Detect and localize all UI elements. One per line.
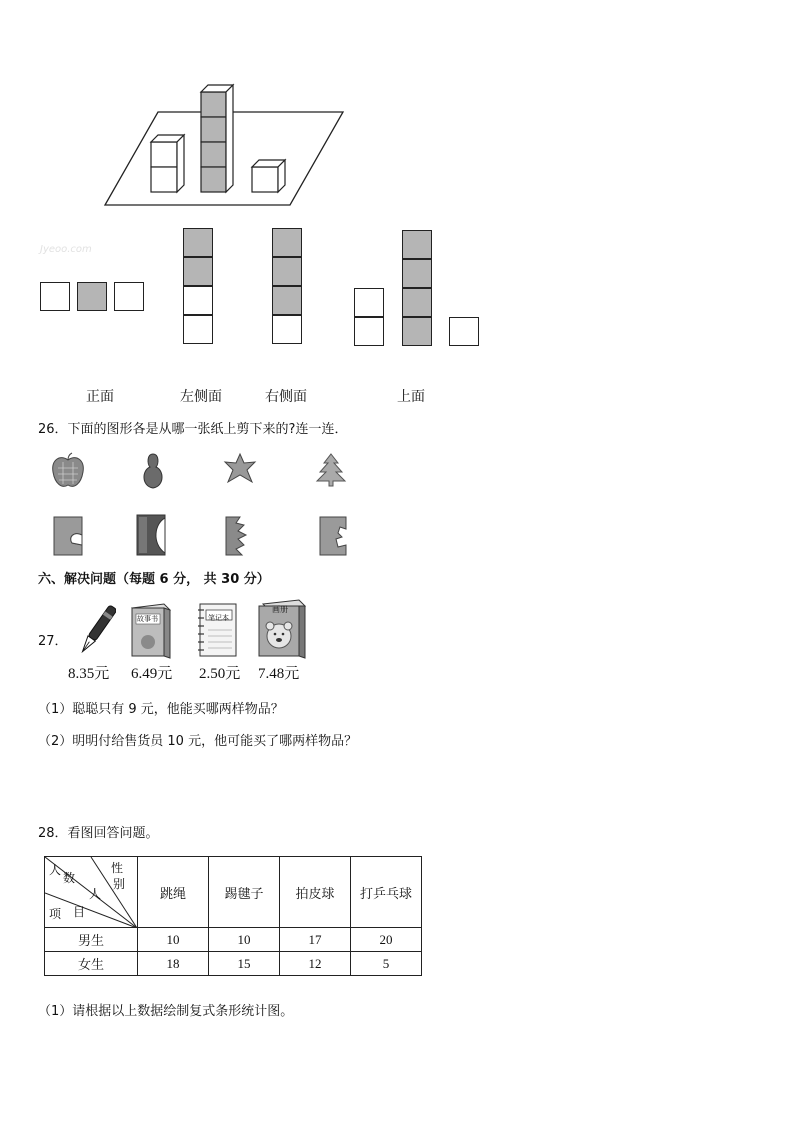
cube-arrangement-figure	[100, 80, 350, 210]
sports-data-table	[44, 856, 422, 976]
row-label-boys: 男生	[45, 928, 138, 952]
notebook-icon	[196, 600, 240, 660]
flower-cutout-icon	[222, 452, 258, 486]
storybook-icon	[128, 600, 172, 660]
table-cell: 5	[351, 952, 422, 976]
table-row	[45, 952, 422, 976]
table-cell: 20	[351, 928, 422, 952]
table-cell: 17	[280, 928, 351, 952]
question-27-number: 27．	[38, 634, 68, 649]
table-cell: 18	[138, 952, 209, 976]
pen-price: 8.35元	[68, 666, 110, 682]
notebook-price: 2.50元	[199, 666, 241, 682]
column-header-shuttlecock: 踢毽子	[209, 857, 280, 928]
storybook-label: 故事书	[137, 615, 158, 623]
view-label-front: 正面	[86, 389, 114, 405]
view-label-right: 右侧面	[265, 389, 307, 405]
pen-icon	[78, 600, 116, 660]
paper-1-icon	[52, 515, 84, 557]
question-27-sub1: （1）聪聪只有 9 元，他能买哪两样物品？	[38, 702, 284, 717]
row-label-girls: 女生	[45, 952, 138, 976]
table-cell: 10	[138, 928, 209, 952]
question-27-sub2: （2）明明付给售货员 10 元，他可能买了哪两样物品？	[38, 734, 358, 749]
apple-cutout-icon	[50, 452, 86, 490]
gourd-cutout-icon	[138, 452, 168, 490]
album-price: 7.48元	[258, 666, 300, 682]
tree-cutout-icon	[314, 452, 348, 488]
column-header-ball: 拍皮球	[280, 857, 351, 928]
view-label-left: 左侧面	[180, 389, 222, 405]
notebook-label: 笔记本	[208, 614, 229, 622]
table-corner-header: 性 别 人 数 人 项 目	[45, 857, 138, 928]
section-6-title: 六、解决问题（每题 6 分， 共 30 分）	[38, 572, 270, 587]
column-header-rope: 跳绳	[138, 857, 209, 928]
question-26-text: 26．下面的图形各是从哪一张纸上剪下来的?连一连．	[38, 422, 348, 437]
watermark: Jyeoo.com	[40, 244, 92, 255]
paper-3-icon	[224, 515, 254, 557]
column-header-pingpong: 打乒乓球	[351, 857, 422, 928]
storybook-price: 6.49元	[131, 666, 173, 682]
question-28-sub1: （1）请根据以上数据绘制复式条形统计图。	[38, 1004, 294, 1019]
paper-2-icon	[135, 513, 167, 557]
table-cell: 12	[280, 952, 351, 976]
view-label-top: 上面	[397, 389, 425, 405]
table-cell: 10	[209, 928, 280, 952]
album-label: 画册	[272, 605, 288, 614]
table-row	[45, 928, 422, 952]
question-28-text: 28．看图回答问题。	[38, 826, 159, 841]
table-cell: 15	[209, 952, 280, 976]
paper-4-icon	[318, 515, 350, 557]
